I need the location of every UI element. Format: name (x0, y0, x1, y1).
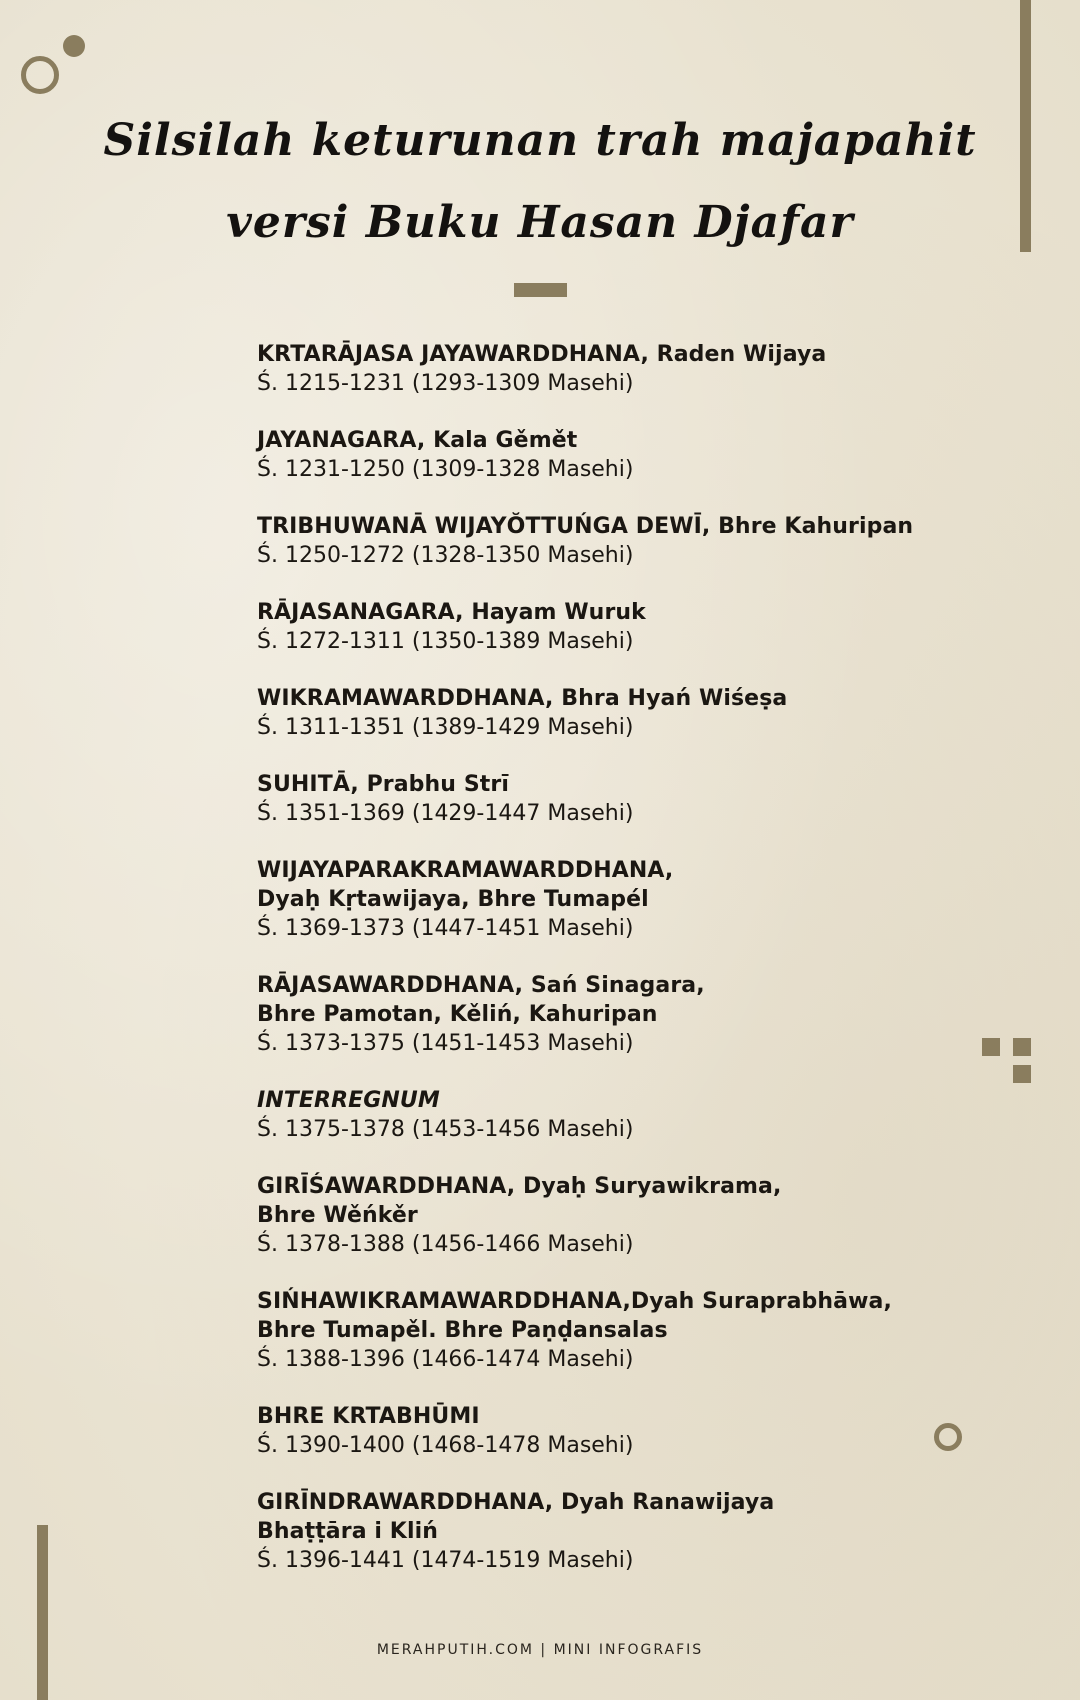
reign-name: TRIBHUWANĀ WIJAYŎTTUŃGA DEWĪ, Bhre Kahuripan (257, 514, 914, 539)
footer-credit: MERAHPUTIH.COM | MINI INFOGRAFIS (376, 1642, 704, 1658)
decorative-bar-bottom-left (37, 1525, 48, 1700)
reign-name: BHRE KRTABHŪMI (257, 1404, 480, 1429)
title-divider (514, 283, 567, 297)
reign-name: RĀJASANAGARA, Hayam Wuruk (257, 600, 646, 625)
reign-entry (257, 598, 957, 656)
reign-name: WIKRAMAWARDDHANA, Bhra Hyań Wiśeṣa (257, 686, 788, 711)
reign-entry (257, 684, 957, 742)
reign-name: GIRĪŚAWARDDHANA, Dyaḥ Suryawikrama, Bhre Wěńkěr (257, 1174, 782, 1228)
reign-period: Ś. 1396-1441 (1474-1519 Masehi) (257, 1548, 634, 1573)
reign-name: WIJAYAPARAKRAMAWARDDHANA, Dyaḥ Kṛtawijaya, Bhre Tumapél (257, 858, 674, 912)
reign-name: RĀJASAWARDDHANA, Sań Sinagara, Bhre Pamotan, Kěliń, Kahuripan (257, 973, 705, 1027)
reign-period: Ś. 1375-1378 (1453-1456 Masehi) (257, 1117, 634, 1142)
decorative-ring (21, 56, 59, 94)
reign-period: Ś. 1231-1250 (1309-1328 Masehi) (257, 457, 634, 482)
reign-period: Ś. 1373-1375 (1451-1453 Masehi) (257, 1031, 634, 1056)
reign-period: Ś. 1351-1369 (1429-1447 Masehi) (257, 801, 634, 826)
reign-period: Ś. 1215-1231 (1293-1309 Masehi) (257, 371, 634, 396)
decorative-dot (63, 35, 85, 57)
title-line-1: Silsilah keturunan trah majapahit (103, 115, 977, 166)
decorative-bar-top-right (1020, 0, 1031, 252)
reign-name: JAYANAGARA, Kala Gěmět (257, 428, 578, 453)
reign-entry (257, 770, 957, 828)
reign-entry (257, 426, 957, 484)
reign-entry (257, 1402, 957, 1460)
reign-entry (257, 1488, 957, 1575)
reign-name: KRTARĀJASA JAYAWARDDHANA, Raden Wijaya (257, 342, 827, 367)
reign-period: Ś. 1272-1311 (1350-1389 Masehi) (257, 629, 634, 654)
decorative-square (1013, 1038, 1031, 1056)
decorative-square (1013, 1065, 1031, 1083)
reign-entry (257, 856, 957, 943)
reign-entry (257, 512, 957, 570)
reign-period: Ś. 1378-1388 (1456-1466 Masehi) (257, 1232, 634, 1257)
reign-entry (257, 1086, 957, 1144)
reign-name: GIRĪNDRAWARDDHANA, Dyah Ranawijaya Bhaṭṭāra i Kliń (257, 1490, 775, 1544)
reign-period: Ś. 1250-1272 (1328-1350 Masehi) (257, 543, 634, 568)
reign-entry (257, 1287, 957, 1374)
reign-list (257, 340, 957, 1603)
decorative-square (982, 1038, 1000, 1056)
reign-name: SIŃHAWIKRAMAWARDDHANA,Dyah Suraprabhāwa, Bhre Tumapěl. Bhre Paṇḍansalas (257, 1289, 892, 1343)
reign-name: INTERREGNUM (257, 1088, 440, 1113)
reign-period: Ś. 1311-1351 (1389-1429 Masehi) (257, 715, 634, 740)
reign-entry (257, 971, 957, 1058)
reign-period: Ś. 1388-1396 (1466-1474 Masehi) (257, 1347, 634, 1372)
reign-entry (257, 340, 957, 398)
reign-period: Ś. 1390-1400 (1468-1478 Masehi) (257, 1433, 634, 1458)
reign-period: Ś. 1369-1373 (1447-1451 Masehi) (257, 916, 634, 941)
page-title (60, 100, 1020, 264)
reign-name: SUHITĀ, Prabhu Strī (257, 772, 509, 797)
reign-entry (257, 1172, 957, 1259)
title-line-2: versi Buku Hasan Djafar (226, 197, 854, 248)
